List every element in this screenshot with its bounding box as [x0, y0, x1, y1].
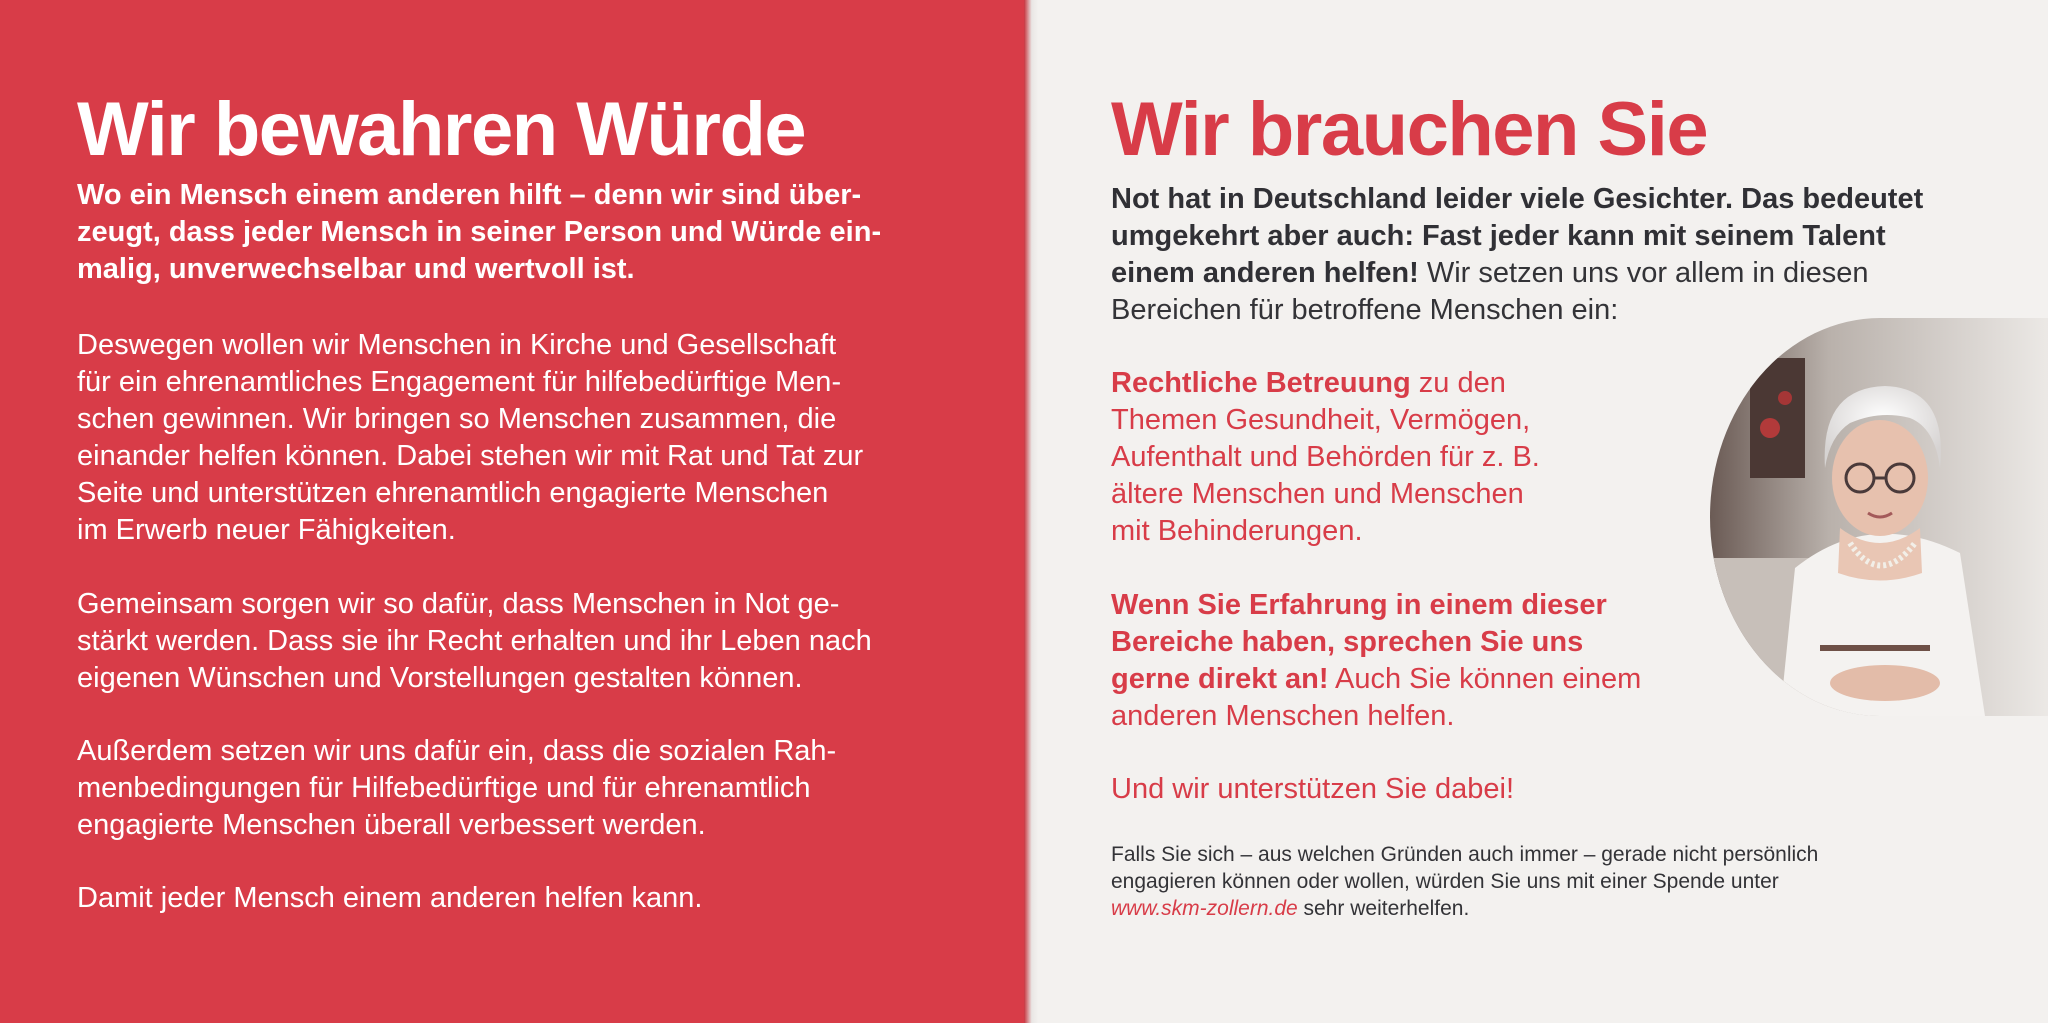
left-intro-line-3: malig, unverwechselbar und wertvoll ist.: [77, 253, 635, 285]
betreuung-line-1: [1111, 365, 1506, 402]
erfahrung-line-4: anderen Menschen helfen.: [1111, 700, 1455, 732]
betreuung-tail: zu den: [1410, 367, 1506, 399]
left-para1-line-5: Seite und unterstützen ehrenamtlich engagierte Menschen: [77, 477, 829, 509]
left-para4: Damit jeder Mensch einem anderen helfen kann.: [77, 882, 703, 914]
erfahrung-line-3: [1111, 661, 1641, 698]
betreuung-line-3: Aufenthalt und Behörden für z. B.: [1111, 441, 1540, 473]
left-para2-line-1: Gemeinsam sorgen wir so dafür, dass Menschen in Not ge-: [77, 588, 840, 620]
donation-tail: sehr weiterhelfen.: [1297, 897, 1470, 920]
erfahrung-bold-end: gerne direkt an!: [1111, 663, 1329, 695]
right-intro-line-2: umgekehrt aber auch: Fast jeder kann mit seinem Talent: [1111, 220, 1886, 252]
donation-line-3: [1111, 895, 1469, 922]
donation-link[interactable]: www.skm-zollern.de: [1111, 897, 1298, 920]
erfahrung-tail: Auch Sie können einem: [1328, 663, 1642, 695]
betreuung-line-5: mit Behinderungen.: [1111, 515, 1363, 547]
left-intro-line-2: zeugt, dass jeder Mensch in seiner Person und Würde ein-: [77, 216, 882, 248]
erfahrung-line-1: Wenn Sie Erfahrung in einem dieser: [1111, 589, 1607, 621]
elderly-woman-photo: [1710, 318, 2048, 716]
left-heading: Wir bewahren Würde: [77, 87, 806, 172]
left-para3-line-3: engagierte Menschen überall verbessert werden.: [77, 809, 706, 841]
right-intro-line-3: [1111, 255, 1869, 292]
betreuung-title: Rechtliche Betreuung: [1111, 367, 1411, 399]
left-intro-line-1: Wo ein Mensch einem anderen hilft – denn wir sind über-: [77, 179, 862, 211]
left-para3-line-2: menbedingungen für Hilfebedürftige und für ehrenamtlich: [77, 772, 811, 804]
page-fold: [1024, 0, 1038, 1023]
left-para1-line-2: für ein ehrenamtliches Engagement für hilfebedürftige Men-: [77, 366, 842, 398]
left-para1-line-4: einander helfen können. Dabei stehen wir mit Rat und Tat zur: [77, 440, 864, 472]
right-intro-normal-tail: Wir setzen uns vor allem in diesen: [1418, 257, 1869, 289]
right-heading: Wir brauchen Sie: [1111, 87, 1708, 172]
betreuung-line-2: Themen Gesundheit, Vermögen,: [1111, 404, 1531, 436]
right-intro-bold-end: einem anderen helfen!: [1111, 257, 1419, 289]
left-para3-line-1: Außerdem setzen wir uns dafür ein, dass die sozialen Rah-: [77, 735, 837, 767]
right-intro-line-4: Bereichen für betroffene Menschen ein:: [1111, 294, 1619, 326]
right-intro-line-1: Not hat in Deutschland leider viele Gesichter. Das bedeutet: [1111, 183, 1924, 215]
support-line: Und wir unterstützen Sie dabei!: [1111, 773, 1514, 805]
left-para2-line-2: stärkt werden. Dass sie ihr Recht erhalten und ihr Leben nach: [77, 625, 872, 657]
donation-line-2: engagieren können oder wollen, würden Sie uns mit einer Spende unter: [1111, 870, 1779, 893]
left-para1-line-6: im Erwerb neuer Fähigkeiten.: [77, 514, 456, 546]
left-para1-line-3: schen gewinnen. Wir bringen so Menschen zusammen, die: [77, 403, 837, 435]
betreuung-line-4: ältere Menschen und Menschen: [1111, 478, 1524, 510]
left-para1-line-1: Deswegen wollen wir Menschen in Kirche und Gesellschaft: [77, 329, 837, 361]
donation-line-1: Falls Sie sich – aus welchen Gründen auch immer – gerade nicht persönlich: [1111, 843, 1819, 866]
left-para2-line-3: eigenen Wünschen und Vorstellungen gestalten können.: [77, 662, 803, 694]
erfahrung-line-2: Bereiche haben, sprechen Sie uns: [1111, 626, 1584, 658]
